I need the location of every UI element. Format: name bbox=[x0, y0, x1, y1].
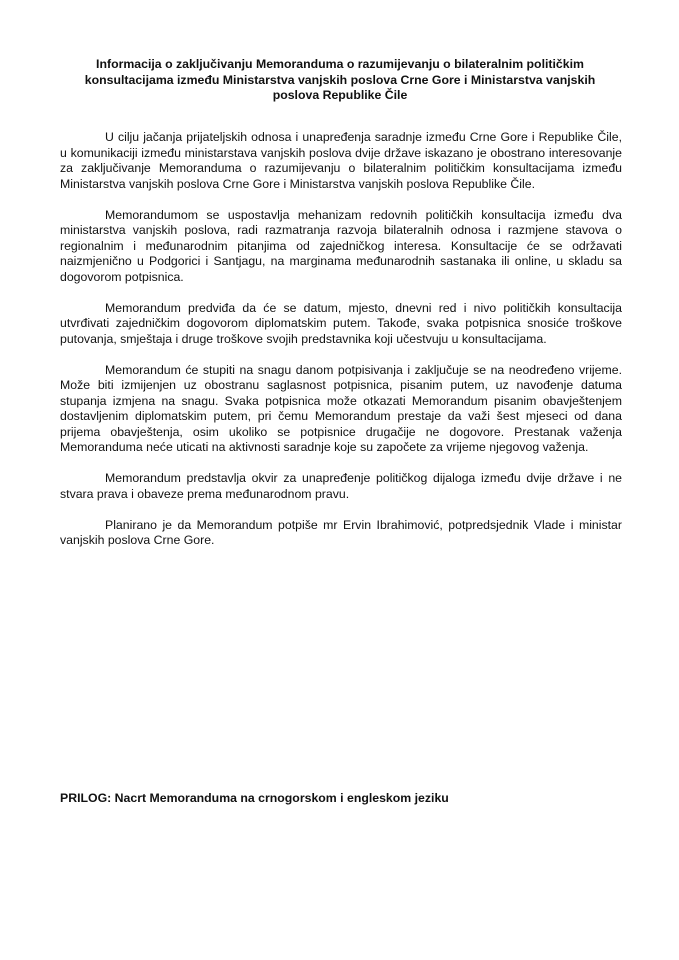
paragraph-1: U cilju jačanja prijateljskih odnosa i unapređenja saradnje između Crne Gore i Republike Čile, u komunikaciji između ministarstava vanjskih poslova dvije države iskazano je obostrano interesovanje za zaključivanje Memoranduma o razumijevanju o bilateralnim političkim konsultacijama između Ministarstva vanjskih poslova Crne Gore i Ministarstva vanjskih poslova Republike Čile. bbox=[60, 130, 622, 191]
paragraph-5: Memorandum predstavlja okvir za unapređenje političkog dijaloga između dvije države i ne stvara prava i obaveze prema međunarodnom pravu. bbox=[60, 471, 622, 501]
attachment-note: PRILOG: Nacrt Memoranduma na crnogorskom i engleskom jeziku bbox=[60, 791, 449, 805]
paragraph-2: Memorandumom se uspostavlja mehanizam redovnih političkih konsultacija između dva ministarstva vanjskih poslova, radi razmatranja razvoja bilateralnih odnosa i razmjene stavova o regionalnim i međunarodnim pitanjima od zajedničkog interesa. Konsultacije će se održavati naizmjenično u Podgorici i Santjagu, na marginama međunarodnih sastanaka ili online, u skladu sa dogovorom potpisnica. bbox=[60, 207, 622, 284]
paragraph-3: Memorandum predviđa da će se datum, mjesto, dnevni red i nivo političkih konsultacija utvrđivati zajedničkim dogovorom diplomatskim putem. Takođe, svaka potpisnica snosiće troškove putovanja, smještaja i druge troškove svojih predstavnika koji učestvuju u konsultacijama. bbox=[60, 300, 622, 346]
document-body bbox=[60, 130, 622, 564]
paragraph-4: Memorandum će stupiti na snagu danom potpisivanja i zaključuje se na neodređeno vrijeme. Može biti izmijenjen uz obostranu saglasnost potpisnica, pisanim putem, uz navođenje datuma stupanja izmjena na snagu. Svaka potpisnica može otkazati Memorandum pisanim obavještenjem dostavljenim diplomatskim putem, pri čemu Memorandum prestaje da važi šest mjeseci od dana prijema obavještenja, osim ukoliko se potpisnice drugačije ne dogovore. Prestanak važenja Memoranduma neće uticati na aktivnosti saradnje koje su započete za vrijeme njegovog važenja. bbox=[60, 362, 622, 454]
document-title: Informacija o zaključivanju Memoranduma o razumijevanju o bilateralnim političkim konsultacijama između Ministarstva vanjskih poslova Crne Gore i Ministarstva vanjskih poslova Republike Čile bbox=[84, 57, 596, 102]
paragraph-6: Planirano je da Memorandum potpiše mr Ervin Ibrahimović, potpredsjednik Vlade i ministar vanjskih poslova Crne Gore. bbox=[60, 517, 622, 547]
